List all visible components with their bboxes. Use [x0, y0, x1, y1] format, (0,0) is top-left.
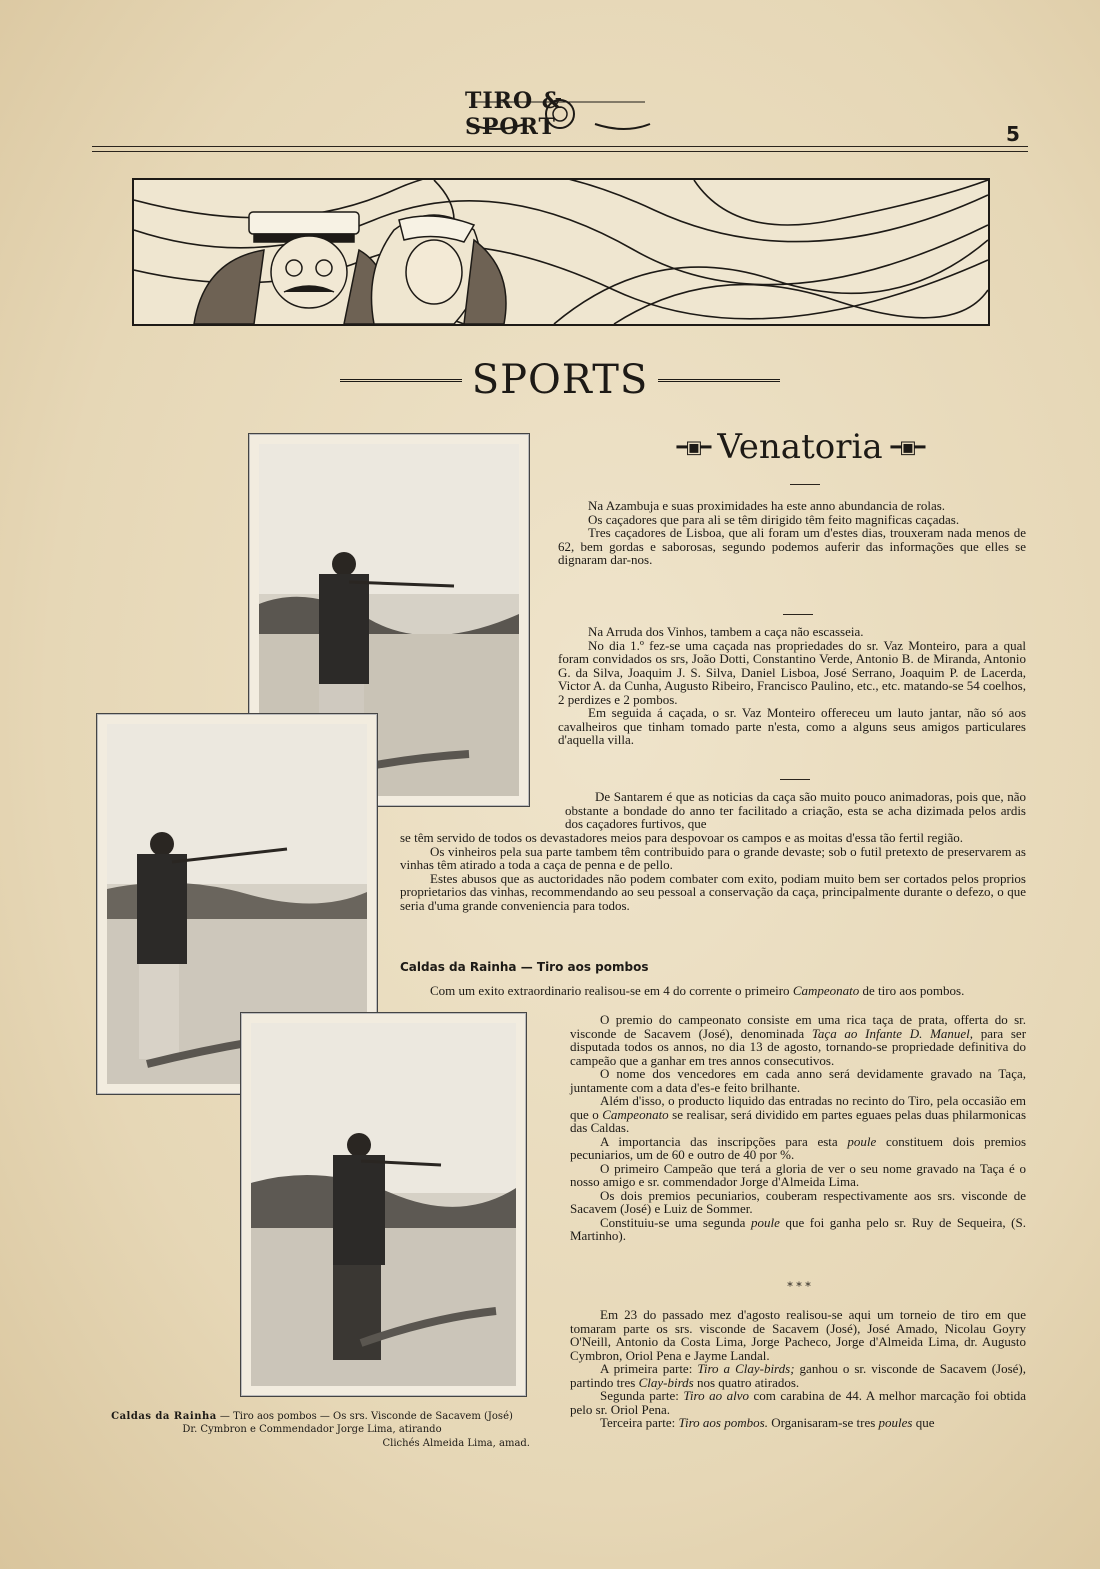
- header-rule-secondary: [92, 151, 1028, 152]
- paragraph: Segunda parte: Tiro ao alvo com carabina de 44. A melhor marcação foi obtida pelo sr. Oriol Pena.: [570, 1388, 1026, 1417]
- paragraph: Em 23 do passado mez d'agosto realisou-se aqui um torneio de tiro em que tomaram parte os srs. visconde de Sacavem (José), José Amado, Nicolau Goyry O'Neill, Antonio da Costa Lima, Jorge Pacheco, Jorge d'Almeida Lima, dr. Augusto Cymbron, Oriol Pena e Jayme Landal.: [570, 1307, 1026, 1363]
- caption-place: Caldas da Rainha: [111, 1411, 217, 1422]
- paragraph: Em seguida á caçada, o sr. Vaz Monteiro offereceu um lauto jantar, não só aos cavalheiros que tinham tomado parte n'esta, como a alguns seus amigos particulares d'aquella villa.: [558, 705, 1026, 747]
- paragraph: Além d'isso, o producto liquido das entradas no recinto do Tiro, pela occasião em que o Campeonato se realisar, será dividido em partes eguaes pelas duas philarmonicas das Caldas.: [570, 1093, 1026, 1135]
- venatoria-arruda: [558, 625, 1026, 747]
- paragraph: Constituiu-se uma segunda poule que foi ganha pelo sr. Ruy de Sequeira, (S. Martinho).: [570, 1214, 1026, 1243]
- sports-title: SPORTS: [471, 357, 649, 403]
- torneio-body: [570, 1308, 1026, 1430]
- paragraph: O nome dos vencedores em cada anno será devidamente gravado na Taça, juntamente com a data d'es-e feito brilhante.: [570, 1066, 1026, 1095]
- paragraph: A importancia das inscripções para esta poule constituem dois premios pecuniarios, um de 60 e outro de 40 por %.: [570, 1133, 1027, 1162]
- venatoria-santarem: [565, 790, 1026, 831]
- caldas-intro: [400, 984, 1026, 998]
- caption-line-2: Dr. Cymbron e Commendador Jorge Lima, atirando: [182, 1424, 442, 1435]
- masthead-ornament: [465, 94, 655, 134]
- photo-caption: [92, 1410, 532, 1436]
- divider: [780, 779, 810, 780]
- paragraph: se têm servido de todos os devastadores meios para despovoar os campos e as moitas d'essa tão fertil região.: [400, 830, 963, 845]
- caption-line-1: Caldas da Rainha — Tiro aos pombos — Os srs. Visconde de Sacavem (José): [111, 1411, 513, 1422]
- paragraph: Os vinheiros pela sua parte tambem têm contribuido para o grande devaste; sob o futil pretexto de preservarem as vinhas têm atirado a toda a caça de penna e de pello.: [400, 843, 1026, 872]
- asterism: * * *: [787, 1280, 811, 1293]
- paragraph: Terceira parte: Tiro aos pombos. Organisaram-se tres poules que: [600, 1415, 935, 1430]
- paragraph: Na Azambuja e suas proximidades ha este anno abundancia de rolas.: [588, 498, 946, 513]
- venatoria-heading: [650, 422, 950, 472]
- paragraph: Os dois premios pecuniarios, couberam respectivamente aos srs. visconde de Sacavem (José) e Luiz de Sommer.: [570, 1187, 1026, 1216]
- photo-credit: Clichés Almeida Lima, amad.: [382, 1438, 530, 1449]
- ornament-left-icon: ━▣━: [676, 436, 710, 458]
- sports-rule-left: [340, 379, 462, 382]
- caldas-body: [570, 1013, 1026, 1243]
- header-rule: [92, 146, 1028, 147]
- paragraph: Estes abusos que as auctoridades não podem combater com exito, podiam muito bem ser cortados pelos proprios proprietarios das vinhas, recommendando ao seu pessoal a conservação da caça, principalmente durante o defezo, o que seria d'uma grande conveniencia para todos.: [400, 870, 1026, 913]
- paragraph: Na Arruda dos Vinhos, tambem a caça não escasseia.: [588, 624, 864, 639]
- sports-rule-right: [658, 379, 780, 382]
- page-number: 5: [1006, 122, 1020, 146]
- paragraph: De Santarem é que as noticias da caça são muito pouco animadoras, pois que, não obstante a bondade do anno ter facilitado a criação, esta se acha dizimada pelos ardis dos caçadores furtivos, que: [565, 789, 1026, 831]
- venatoria-azambuja: [558, 499, 1026, 567]
- paragraph: Tres caçadores de Lisboa, que ali foram um d'estes dias, trouxeram nada menos de 62, bem gordas e saborosas, segundo podemos auferir das informações que elles se dignaram dar-nos.: [558, 525, 1026, 567]
- paragraph: A primeira parte: Tiro a Clay-birds; ganhou o sr. visconde de Sacavem (José), partindo tres Clay-birds nos quatro atirados.: [570, 1361, 1026, 1390]
- masthead-logo: [465, 88, 655, 140]
- sports-heading: [330, 355, 790, 405]
- photo-shooter-3: [240, 1012, 527, 1397]
- ornament-right-icon: ━▣━: [890, 436, 924, 458]
- caldas-heading: Caldas da Rainha — Tiro aos pombos: [400, 960, 649, 974]
- paragraph: No dia 1.º fez-se uma caçada nas propriedades do sr. Vaz Monteiro, para a qual foram convidados os srs, João Dotti, Constantino Verde, Antonio B. de Miranda, Antonio G. da Silva, Joaquim J. S. Silva, Daniel Lisboa, José Serrano, Joaquim P. de Lacerda, Victor A. da Cunha, Augusto Ribeiro, Francisco Paulino, etc., etc. matando-se 54 coelhos, 2 perdizes e 2 pombos.: [558, 637, 1026, 707]
- venatoria-title: Venatoria: [717, 427, 883, 467]
- banner-illustration: [134, 180, 988, 324]
- paragraph: O primeiro Campeão que terá a gloria de ver o seu nome gravado na Taça é o nosso amigo e sr. commendador Jorge d'Almeida Lima.: [570, 1160, 1026, 1189]
- divider: [783, 614, 813, 615]
- paragraph: Com um exito extraordinario realisou-se em 4 do corrente o primeiro Campeonato de tiro aos pombos.: [430, 983, 965, 998]
- masthead-title: TIRO & SPORT: [465, 88, 563, 140]
- illustration-banner: [132, 178, 990, 326]
- divider: [790, 484, 820, 485]
- paragraph: Os caçadores que para ali se têm dirigido têm feito magnificas caçadas.: [588, 511, 960, 527]
- paragraph: O premio do campeonato consiste em uma rica taça de prata, offerta do sr. visconde de Sacavem (José), denominada Taça ao Infante D. Manuel, para ser disputada todos os annos, no dia 13 de agosto, tornando-se propriedade definitiva do campeão que a ganhar em tres annos consecutivos.: [570, 1012, 1027, 1068]
- venatoria-santarem-continued: [400, 831, 1026, 912]
